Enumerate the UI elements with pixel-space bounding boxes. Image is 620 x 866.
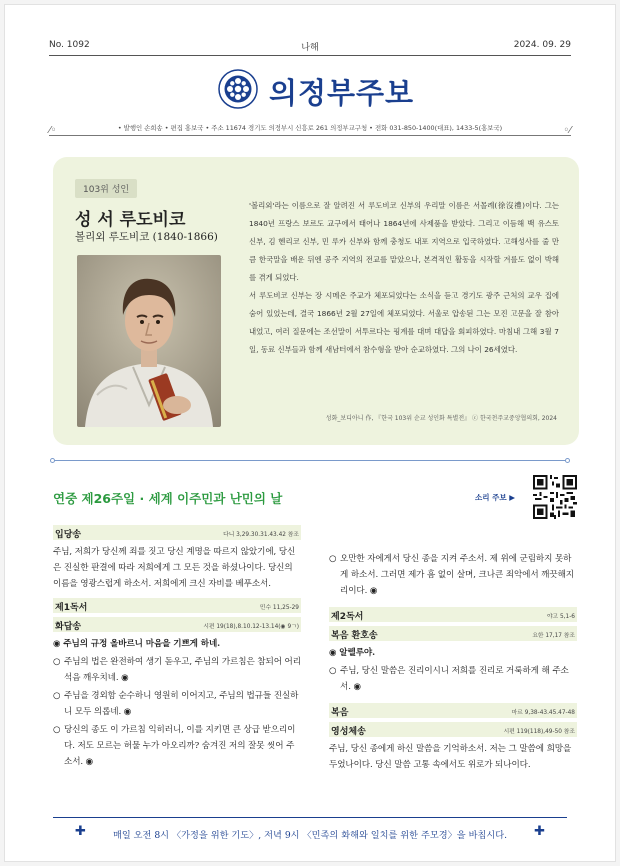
psalm-response: ◉ 주님의 규정 올바르니 마음을 기쁘게 하네. <box>53 639 221 649</box>
saint-name: 성 서 루도비코 <box>75 210 186 230</box>
publisher-info <box>49 117 571 139</box>
saint-subtitle: 볼리외 루도비코 (1840-1866) <box>75 231 218 243</box>
first-reading-header <box>53 598 301 613</box>
divider-dot <box>565 458 570 463</box>
top-bar <box>49 40 571 54</box>
scripture-ref: 요한 17,17 참조 <box>532 633 575 639</box>
issue-date: 2024. 09. 29 <box>513 40 571 50</box>
section-title: 복음 <box>331 708 349 718</box>
masthead <box>5 65 615 115</box>
section-title: 입당송 <box>55 530 82 540</box>
entrance-antiphon-header <box>53 525 301 540</box>
circle-bullet-icon: ○ <box>53 657 61 667</box>
alleluia-header <box>329 626 577 641</box>
diocese-logo-icon <box>218 69 258 109</box>
divider-dot <box>50 458 55 463</box>
scripture-ref: 시편 19(18),8.10.12-13.14(◉ 9ㄱ) <box>203 624 299 630</box>
liturgy-column-left <box>53 525 301 772</box>
left-ornament: ⁄◦ <box>49 125 57 136</box>
psalm-verse-text: 주님의 법은 완전하여 생기 돋우고, 주님의 가르침은 참되어 어리석음 깨우치네. ◉ <box>64 657 301 683</box>
masthead-title: 의정부주보 <box>269 76 415 110</box>
liturgy-week-title: 연중 제26주일 · 세계 이주민과 난민의 날 <box>53 491 283 506</box>
section-divider <box>53 460 567 461</box>
psalm-verse <box>53 688 301 720</box>
circle-bullet-icon: ○ <box>329 554 337 564</box>
info-rule <box>49 135 571 136</box>
psalm-verse <box>53 654 301 686</box>
liturgical-year: 나해 <box>301 43 319 53</box>
psalm-verse <box>329 551 577 599</box>
psalm-verse-text: 주님을 경외함 순수하니 영원히 이어지고, 주님의 법규들 진실하니 모두 의롭네. ◉ <box>64 691 299 717</box>
section-title: 화답송 <box>55 622 82 632</box>
entrance-antiphon-text: 주님, 저희가 당신께 죄를 짓고 당신 계명을 따르지 않았기에, 당신은 진실한 판결에 따라 저희에게 그 모든 것을 하셨나이다. 당신의 이름을 영광스럽게 하소서. 저희에게 크신 자비를 베푸소서. <box>53 547 296 589</box>
section-title: 제2독서 <box>331 612 364 622</box>
psalm-header <box>53 617 301 632</box>
scripture-ref: 다니 3,29.30.31.43.42 참조 <box>223 532 299 538</box>
alleluia-verse-text: 주님, 당신 말씀은 진리이시니 저희를 진리로 거룩하게 해 주소서. ◉ <box>340 666 569 692</box>
top-rule <box>49 55 571 56</box>
section-title: 복음 환호송 <box>331 631 378 641</box>
communion-antiphon-text: 주님, 당신 종에게 하신 말씀을 기억하소서. 저는 그 말씀에 희망을 두었나이다. 당신 말씀 고통 속에서도 위로가 되나이다. <box>329 744 572 770</box>
section-title: 제1독서 <box>55 603 88 613</box>
liturgy-column-right <box>329 551 577 779</box>
circle-bullet-icon: ○ <box>53 725 61 735</box>
image-credit: 성화_보디아니 作, 『한국 103위 순교 성인화 특별전』 ⓒ 한국천주교중앙협의회, 2024 <box>325 415 557 422</box>
saint-feature <box>53 157 579 445</box>
circle-bullet-icon: ○ <box>329 666 337 676</box>
scripture-ref: 마르 9,38-43.45.47-48 <box>511 710 575 716</box>
psalm-verse <box>53 722 301 770</box>
bulletin-page <box>4 4 616 862</box>
publisher-info-text: • 발행인 손희송 • 편집 홍보국 • 주소 11674 경기도 의정부시 신흥로 261 의정부교구청 • 전화 031-850-1400(대표), 1433-5(홍보국) <box>117 124 503 132</box>
saint-tag: 103위 성인 <box>75 179 137 198</box>
issue-number: No. 1092 <box>49 40 90 50</box>
saint-portrait-image <box>77 255 221 427</box>
right-ornament: ◦⁄ <box>563 125 571 136</box>
scripture-ref: 민수 11,25-29 <box>259 605 299 611</box>
scripture-ref: 시편 119(118),49-50 참조 <box>503 729 575 735</box>
prayer-footer-text: 매일 오전 8시 〈가정을 위한 기도〉, 저녁 9시 〈민족의 화해와 일치를 위한 주모경〉을 바칩시다. <box>112 830 507 841</box>
circle-bullet-icon: ○ <box>53 691 61 701</box>
prayer-footer <box>53 817 567 847</box>
audio-bulletin-link[interactable]: 소리 주보 ▶ <box>475 493 515 502</box>
cross-icon: ✚ <box>75 824 86 839</box>
section-title: 영성체송 <box>331 727 366 737</box>
biography-paragraph: '볼리외'라는 이름으로 잘 알려진 서 루도비코 신부의 우리말 이름은 서몰례(徐沒禮)이다. 그는 1840년 프랑스 보르도 교구에서 태어나 1864년에 사제품을 받았다. 그리고 이듬해 백 유스토 신부, 김 헨리코 신부, 민 루카 신부와 함께 충청도 내포 지역으로 입국하였다. 고해성사를 줄 만큼 한국말을 배운 뒤엔 공주 지역의 전교를 맡았으나, 본격적인 활동을 시작할 겨를도 없이 박해를 겪게 되었다. <box>249 201 559 282</box>
psalm-verse-text: 당신의 종도 이 가르침 익히러니, 이를 지키면 큰 상급 받으리이다. 저도 모르는 허물 누가 아오리까? 숨겨진 저의 잘못 씻어 주소서. ◉ <box>64 725 296 767</box>
alleluia-verse <box>329 663 577 695</box>
cross-icon: ✚ <box>534 824 545 839</box>
biography-paragraph: 서 루도비코 신부는 장 시메온 주교가 체포되었다는 소식을 듣고 경기도 광주 근처의 교우 집에 숨어 있었는데, 결국 1866년 2월 27일에 체포되었다. 서울로 압송된 그는 모진 고문을 잘 참아 내었고, 여러 질문에는 조선말이 서투르다는 핑계를 대며 대답을 회피하였다. 마침내 그해 3월 7일, 동료 신부들과 함께 새남터에서 참수형을 받아 순교하였다. 그의 나이 26세였다. <box>249 291 559 354</box>
saint-biography <box>249 197 559 359</box>
qr-code-icon[interactable] <box>533 475 577 519</box>
scripture-ref: 야고 5,1-6 <box>546 614 575 620</box>
second-reading-header <box>329 607 577 622</box>
alleluia-response: ◉ 알렐루야. <box>329 648 375 658</box>
communion-header <box>329 722 577 737</box>
gospel-header <box>329 703 577 718</box>
psalm-verse-text: 오만한 자에게서 당신 종을 지켜 주소서. 제 위에 군림하지 못하게 하소서. 그러면 제가 흠 없이 살며, 크나큰 죄악에서 깨끗해지리이다. ◉ <box>340 554 574 596</box>
